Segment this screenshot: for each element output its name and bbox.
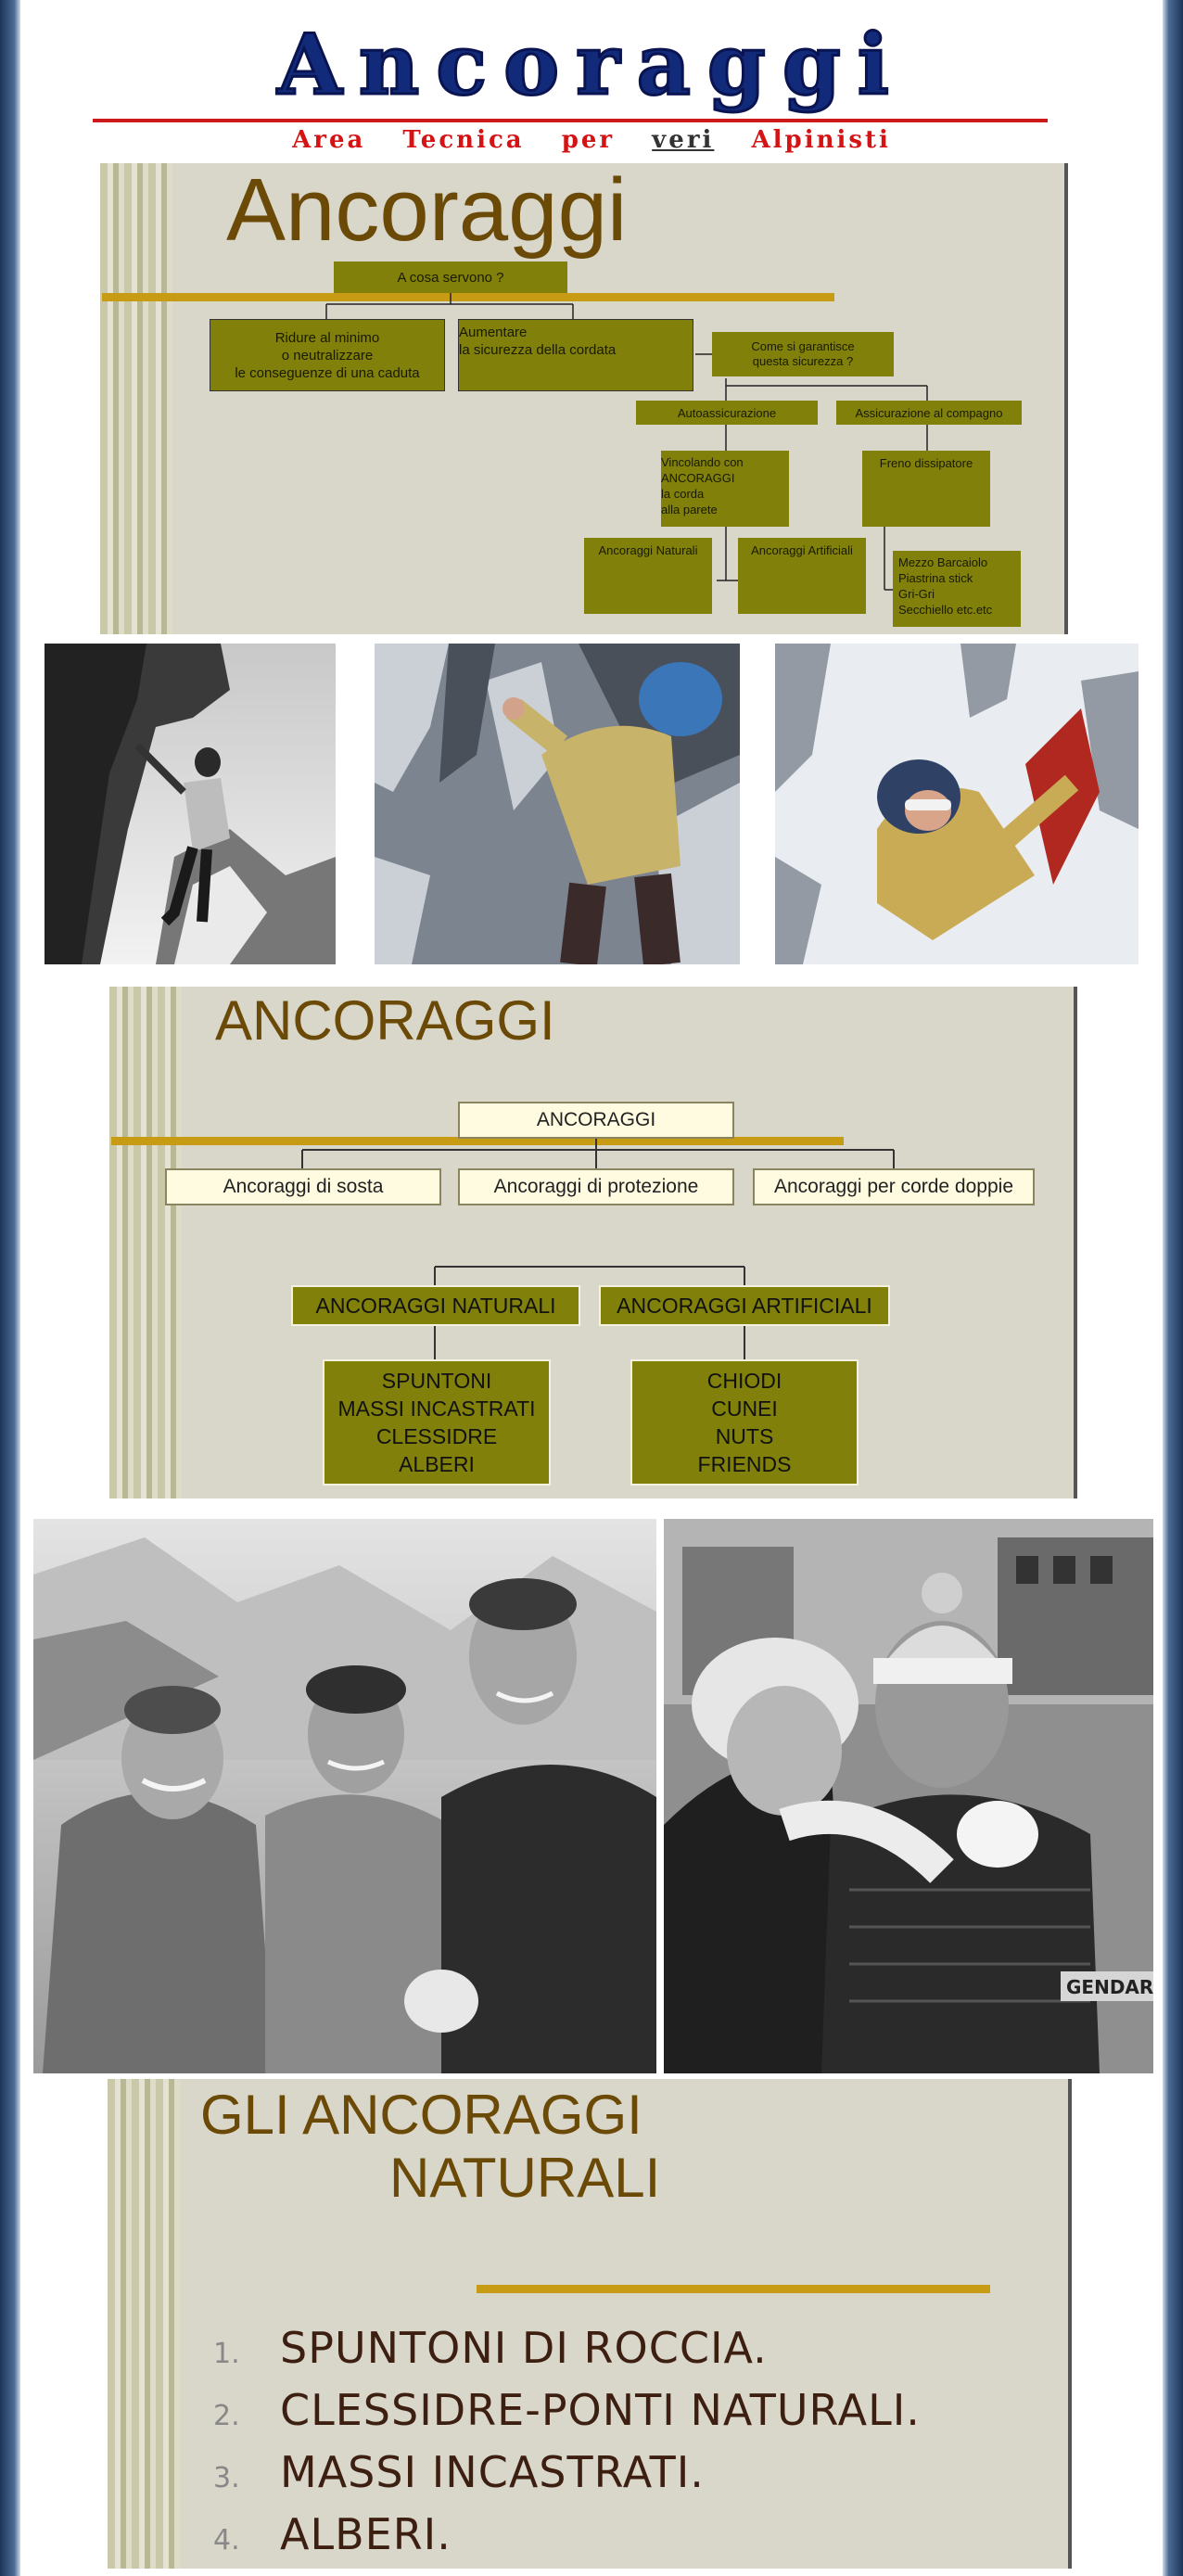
diagram-box-freno-dissipatore: Freno dissipatore <box>862 451 990 527</box>
subtitle-word: per <box>561 126 616 154</box>
climber-snow-photo <box>775 644 1138 964</box>
subtitle-word: Area <box>292 126 366 154</box>
three-climbers-photo <box>33 1519 656 2073</box>
list-number: 2. <box>213 2400 240 2432</box>
diagram-box-aumentare: Aumentare la sicurezza della cordata <box>458 319 693 391</box>
diagram-box-artificiali-list: CHIODI CUNEI NUTS FRIENDS <box>630 1359 859 1486</box>
slide-stripe <box>100 163 172 634</box>
diagram-box-autoassicurazione: Autoassicurazione <box>636 401 818 425</box>
diagram-box-mezzo-barcaiolo: Mezzo Barcaiolo Piastrina stick Gri-Gri Secchiello etc.etc <box>893 551 1021 627</box>
embrace-photo <box>664 1519 1153 2073</box>
list-number: 3. <box>213 2462 240 2494</box>
list-number: 1. <box>213 2338 240 2370</box>
subtitle-word-veri: veri <box>652 126 715 154</box>
slide-title-line2: NATURALI <box>389 2147 661 2209</box>
diagram-box-a-cosa-servono: A cosa servono ? <box>334 261 567 293</box>
left-border <box>0 0 20 2576</box>
slide-ancoraggi-diagram <box>100 160 1068 634</box>
page-title: Ancoraggi <box>277 16 906 114</box>
list-text: CLESSIDRE-PONTI NATURALI. <box>280 2385 921 2435</box>
gold-divider <box>102 293 834 301</box>
diagram-box-ridurre: Ridure al minimo o neutralizzare le conseguenze di una caduta <box>210 319 445 391</box>
climber-overhang-photo <box>45 644 336 964</box>
list-text: MASSI INCASTRATI. <box>280 2447 705 2497</box>
diagram-box-ancoraggi-artificiali: ANCORAGGI ARTIFICIALI <box>599 1285 890 1326</box>
diagram-box-ancoraggi-sosta: Ancoraggi di sosta <box>165 1168 441 1205</box>
subtitle-word: Alpinisti <box>751 126 891 154</box>
list-item <box>213 2385 921 2447</box>
climber-blue-helmet-photo <box>375 644 740 964</box>
list-item <box>213 2447 921 2509</box>
slide-title-line1: GLI ANCORAGGI <box>200 2084 642 2146</box>
gold-divider <box>477 2285 990 2293</box>
slide-title: ANCORAGGI <box>215 989 555 1052</box>
list-text: SPUNTONI DI ROCCIA. <box>280 2323 768 2373</box>
list-text: ALBERI. <box>280 2509 452 2559</box>
diagram-box-assicurazione-compagno: Assicurazione al compagno <box>836 401 1022 425</box>
slide-ancoraggi-types <box>109 987 1077 1498</box>
list-item <box>213 2323 921 2385</box>
sign-text: GENDAR <box>1066 1976 1153 1998</box>
diagram-box-ancoraggi-protezione: Ancoraggi di protezione <box>458 1168 734 1205</box>
page-header <box>93 16 1090 114</box>
slide-stripe <box>109 987 182 1498</box>
slide-stripe <box>108 2079 180 2569</box>
diagram-box-ancoraggi-artificiali: Ancoraggi Artificiali <box>738 538 866 614</box>
diagram-box-ancoraggi-naturali: Ancoraggi Naturali <box>584 538 712 614</box>
diagram-box-ancoraggi-naturali: ANCORAGGI NATURALI <box>291 1285 580 1326</box>
header-rule <box>93 119 1048 122</box>
page-subtitle <box>93 126 1090 154</box>
diagram-box-naturali-list: SPUNTONI MASSI INCASTRATI CLESSIDRE ALBERI <box>323 1359 551 1486</box>
diagram-connectors <box>109 987 1077 1498</box>
diagram-box-ancoraggi-doppie: Ancoraggi per corde doppie <box>753 1168 1035 1205</box>
list-item <box>213 2509 921 2571</box>
list-number: 4. <box>213 2524 240 2557</box>
diagram-box-ancoraggi-root: ANCORAGGI <box>458 1102 734 1139</box>
diagram-box-come-si-garantisce: Come si garantisce questa sicurezza ? <box>712 332 894 376</box>
subtitle-word: Tecnica <box>402 126 525 154</box>
right-border <box>1163 0 1183 2576</box>
slide-title: Ancoraggi <box>226 160 628 260</box>
naturali-list <box>213 2323 921 2571</box>
diagram-box-vincolando: Vincolando con ANCORAGGI la corda alla parete <box>661 451 789 527</box>
